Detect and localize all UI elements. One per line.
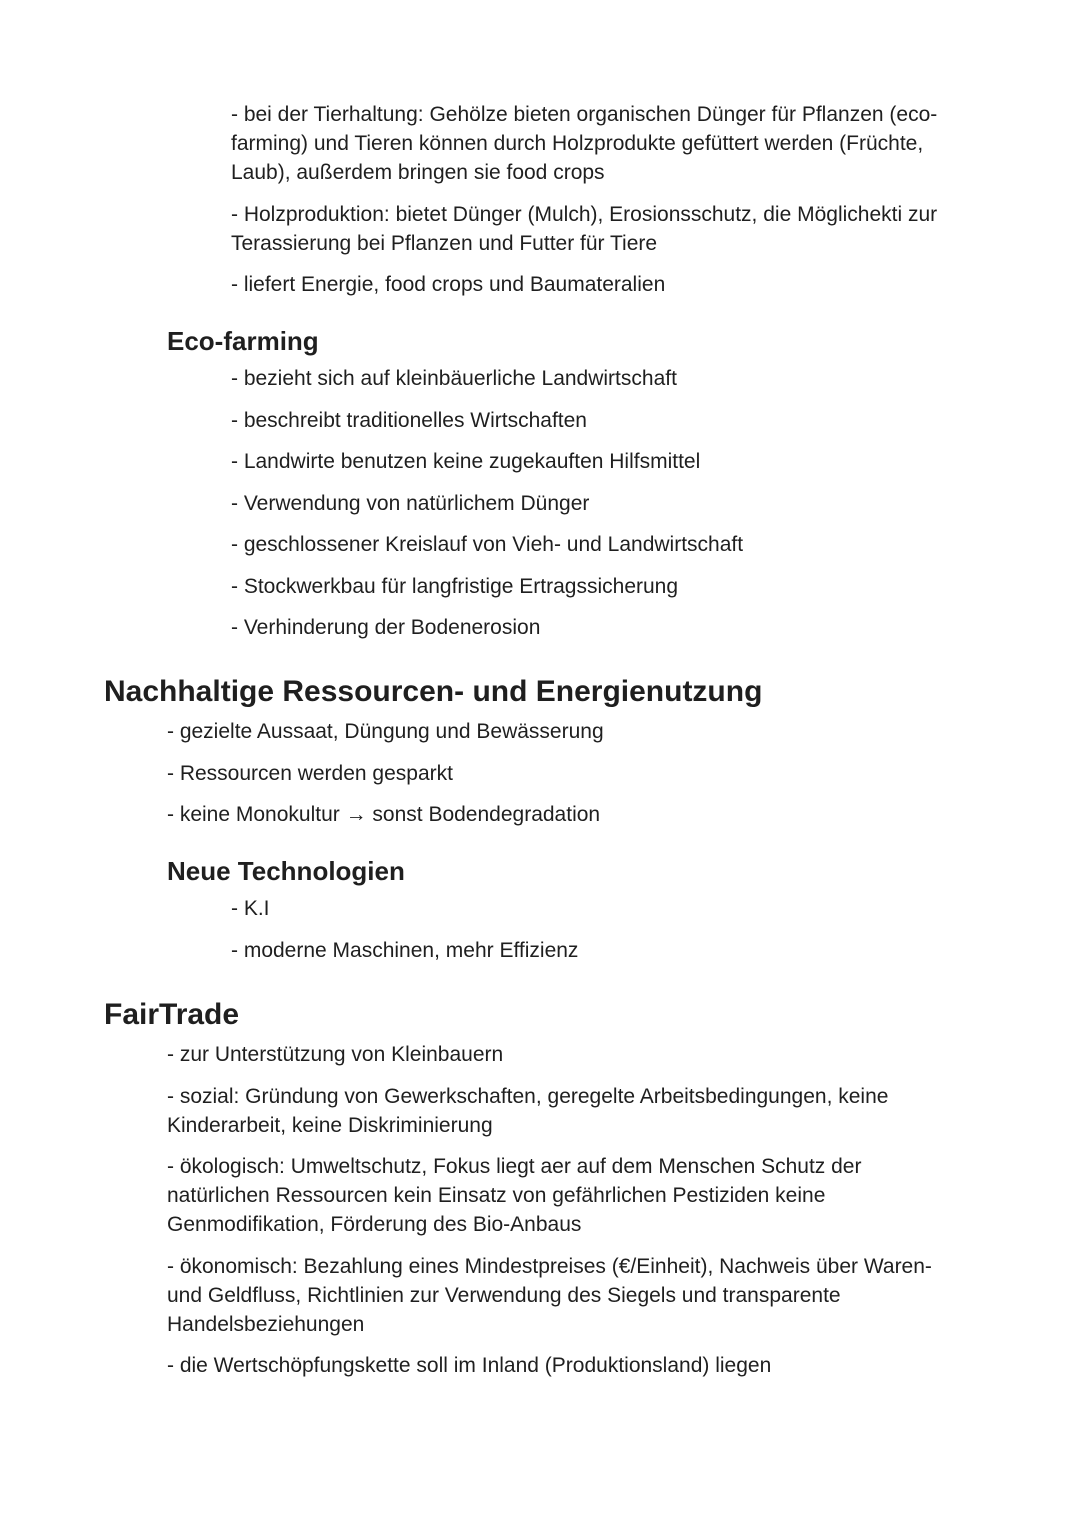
agroforestry-section xyxy=(0,100,1080,312)
list-item: - bezieht sich auf kleinbäuerliche Landwirtschaft xyxy=(231,367,677,390)
list-item: - bei der Tierhaltung: Gehölze bieten organischen Dünger für Pflanzen (eco-farming) und Tieren können durch Holzprodukte gefüttert werden (Früchte, Laub), außerdem bringen sie food crops xyxy=(231,103,938,184)
list-item: - Verwendung von natürlichem Dünger xyxy=(231,491,590,515)
neue-technologien-section xyxy=(0,894,1080,977)
eco-farming-heading: Eco-farming xyxy=(167,326,319,356)
list-item: - Stockwerkbau für langfristige Ertragssicherung xyxy=(231,574,679,598)
list-item: - Landwirte benutzen keine zugekauften Hilfsmittel xyxy=(231,450,701,473)
list-item: - keine Monokultur → sonst Bodendegradation xyxy=(167,803,601,826)
list-item: - die Wertschöpfungskette soll im Inland (Produktionsland) liegen xyxy=(167,1354,772,1377)
fairtrade-list xyxy=(0,1040,967,1380)
nachhaltig-list xyxy=(0,717,967,829)
list-item: - gezielte Aussaat, Düngung und Bewässerung xyxy=(167,720,604,743)
list-item: - K.I xyxy=(231,897,270,920)
agroforestry-list xyxy=(0,100,971,299)
list-item: - liefert Energie, food crops und Baumateralien xyxy=(231,273,666,296)
fairtrade-heading: FairTrade xyxy=(104,998,240,1031)
list-item: - Holzproduktion: bietet Dünger (Mulch), Erosionsschutz, die Möglichekti zur Terassierung bei Pflanzen und Futter für Tiere xyxy=(231,202,938,255)
list-item: - sozial: Gründung von Gewerkschaften, geregelte Arbeitsbedingungen, keine Kinderarbeit, keine Diskriminierung xyxy=(167,1084,889,1137)
fairtrade-section xyxy=(0,1040,1080,1393)
list-item: - zur Unterstützung von Kleinbauern xyxy=(167,1043,504,1066)
neue-technologien-list xyxy=(0,894,971,965)
nachhaltig-heading: Nachhaltige Ressourcen- und Energienutzung xyxy=(104,675,763,708)
list-item: - ökologisch: Umweltschutz, Fokus liegt aer auf dem Menschen Schutz der natürlichen Ressourcen kein Einsatz von gefährlichen Pestiziden keine Genmodifikation, Förderung des Bio-Anbaus xyxy=(167,1155,862,1236)
nachhaltig-section xyxy=(0,717,1080,842)
list-item: - beschreibt traditionelles Wirtschaften xyxy=(231,408,587,432)
list-item: - Ressourcen werden gesparkt xyxy=(167,761,453,785)
list-item: - Verhinderung der Bodenerosion xyxy=(231,616,541,639)
list-item: - moderne Maschinen, mehr Effizienz xyxy=(231,938,579,962)
neue-technologien-heading: Neue Technologien xyxy=(167,856,405,886)
eco-farming-list xyxy=(0,364,971,642)
list-item: - geschlossener Kreislauf von Vieh- und Landwirtschaft xyxy=(231,533,744,556)
list-item: - ökonomisch: Bezahlung eines Mindestpreises (€/Einheit), Nachweis über Waren- und Geldfluss, Richtlinien zur Verwendung des Siegels und transparente Handelsbeziehungen xyxy=(167,1254,932,1336)
eco-farming-section xyxy=(0,364,1080,655)
